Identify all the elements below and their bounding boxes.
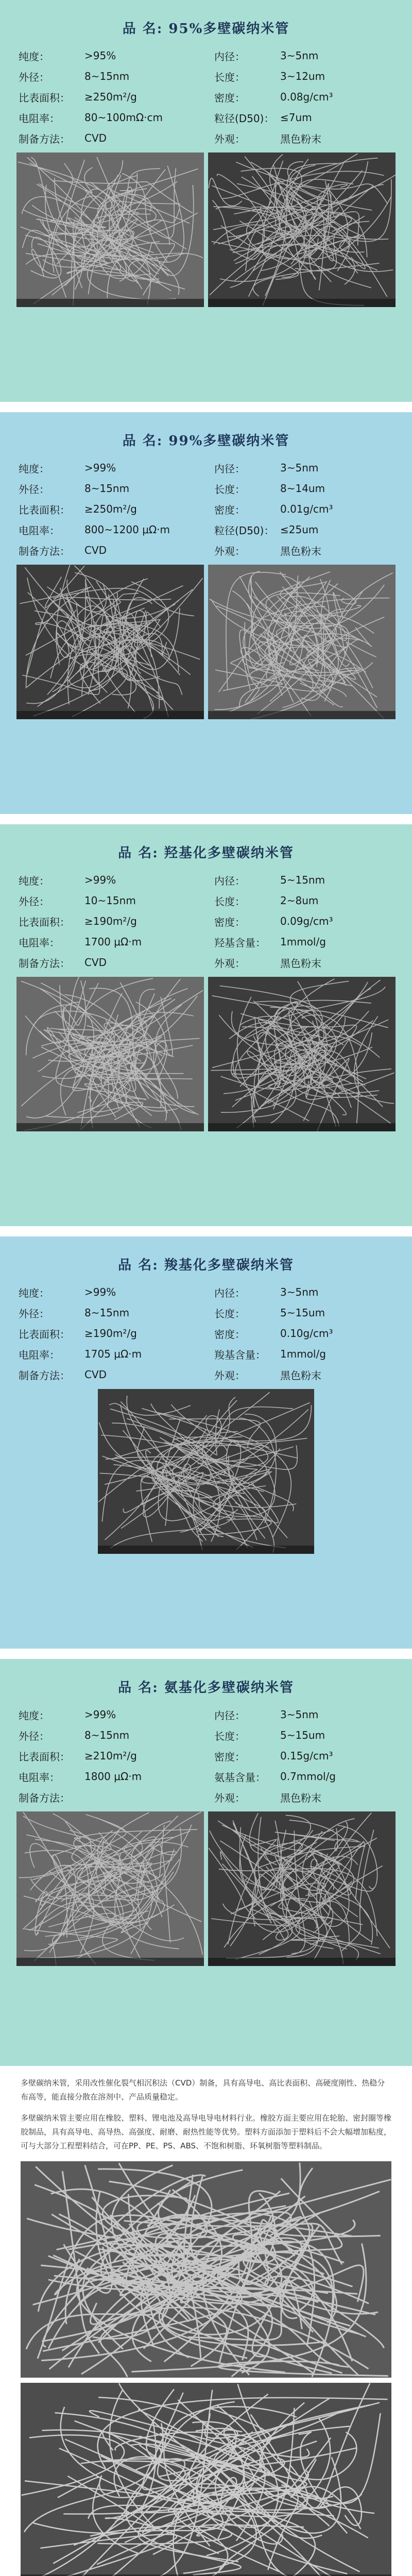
spec-label: 外径： [19, 71, 49, 83]
table-row [16, 457, 396, 478]
spec-label: 外观： [214, 1369, 245, 1382]
spec-value: ≥250m²/g [84, 91, 137, 103]
spec-label: 密度： [214, 503, 245, 516]
table-row [16, 107, 396, 128]
spec-label: 氨基含量： [214, 1771, 266, 1784]
nanotube-texture [21, 2161, 391, 2378]
table-row [16, 911, 396, 931]
spec-value: 3~5nm [280, 1286, 319, 1298]
spec-table [16, 1704, 396, 1807]
sem-image [98, 1389, 314, 1554]
spec-value: ≤25um [280, 523, 319, 536]
table-row [16, 1302, 396, 1323]
spec-label: 长度： [214, 895, 245, 908]
table-row [16, 931, 396, 952]
spec-label: 纯度： [19, 1286, 49, 1299]
sem-image-row [16, 565, 396, 719]
product-title: 品 名: 99%多壁碳纳米管 [122, 433, 290, 449]
spec-label: 内径： [214, 1286, 245, 1299]
spec-label: 粒径(D50)： [214, 524, 274, 537]
spec-value: 8~15nm [84, 1729, 130, 1741]
sem-image [16, 977, 204, 1131]
spec-label: 内径： [214, 874, 245, 887]
spec-label: 比表面积： [19, 916, 70, 928]
sem-image [16, 565, 204, 719]
sem-image-row [16, 1811, 396, 1966]
spec-label: 纯度： [19, 1709, 49, 1722]
spec-label: 内径： [214, 1709, 245, 1722]
spec-label: 外观： [214, 957, 245, 970]
spec-value: 8~14um [280, 482, 325, 495]
spec-value: 0.10g/cm³ [280, 1327, 333, 1340]
product-card [0, 412, 412, 814]
spec-label: 粒径(D50)： [214, 112, 274, 125]
nanotube-texture [208, 977, 396, 1131]
table-row [16, 45, 396, 66]
spec-value: CVD [84, 544, 107, 556]
table-row [16, 128, 396, 148]
table-row [16, 1745, 396, 1766]
spec-value: 3~5nm [280, 1708, 319, 1721]
product-title: 品 名: 羟基化多壁碳纳米管 [118, 845, 294, 861]
spec-value: ≥250m²/g [84, 503, 137, 515]
spec-value: 800~1200 μΩ·m [84, 523, 170, 536]
intro-paragraph-1: 多壁碳纳米管，采用改性催化裂气相沉积法（CVD）制备，具有高导电、高比表面积、高硬度刚性、热稳分布高等，能直接分散在溶剂中、产品质量稳定。 [21, 2078, 385, 2102]
spec-value: 0.08g/cm³ [280, 91, 333, 103]
table-row [16, 478, 396, 499]
spec-label: 制备方法： [19, 957, 70, 970]
spec-label: 内径： [214, 50, 245, 63]
spec-label: 电阻率： [19, 1348, 60, 1361]
spec-value: >99% [84, 874, 116, 886]
table-row [16, 1323, 396, 1344]
spec-label: 密度： [214, 91, 245, 104]
spec-label: 电阻率： [19, 524, 60, 537]
spec-label: 比表面积： [19, 503, 70, 516]
nanotube-texture [98, 1389, 314, 1554]
table-row [16, 1787, 396, 1807]
spec-value: >95% [84, 49, 116, 62]
spec-label: 纯度： [19, 50, 49, 63]
product-title: 品 名: 羧基化多壁碳纳米管 [118, 1258, 294, 1273]
spec-label: 纯度： [19, 462, 49, 475]
sem-image-large-1 [21, 2161, 391, 2378]
sem-image [16, 1811, 204, 1966]
spec-value: 1800 μΩ·m [84, 1770, 142, 1783]
table-row [16, 1704, 396, 1725]
spec-value: CVD [84, 132, 107, 144]
spec-value: >99% [84, 1286, 116, 1298]
spec-label: 比表面积： [19, 1328, 70, 1341]
sem-image-large-2 [21, 2383, 391, 2576]
spec-value: 1700 μΩ·m [84, 936, 142, 948]
sem-image [208, 1811, 396, 1966]
spec-value: 5~15um [280, 1729, 325, 1741]
product-card [0, 824, 412, 1226]
spec-label: 密度： [214, 1328, 245, 1341]
spec-value: ≤7um [280, 111, 312, 124]
product-title: 品 名: 95%多壁碳纳米管 [122, 21, 290, 37]
spec-value: ≥190m²/g [84, 915, 137, 927]
table-row [16, 1725, 396, 1745]
spec-label: 长度： [214, 483, 245, 496]
spec-label: 比表面积： [19, 1750, 70, 1763]
nanotube-texture [208, 565, 396, 719]
spec-label: 纯度： [19, 874, 49, 887]
spec-label: 外观： [214, 545, 245, 557]
spec-label: 外观： [214, 132, 245, 145]
spec-value: 1mmol/g [280, 1348, 326, 1360]
spec-value: 1705 μΩ·m [84, 1348, 142, 1360]
spec-value: CVD [84, 1368, 107, 1381]
product-card [0, 1236, 412, 1649]
spec-label: 长度： [214, 71, 245, 83]
spec-value: 5~15nm [280, 874, 325, 886]
spec-value: 0.15g/cm³ [280, 1750, 333, 1762]
spec-label: 内径： [214, 462, 245, 475]
sem-image [208, 565, 396, 719]
spec-table [16, 45, 396, 148]
table-row [16, 499, 396, 519]
spec-label: 外径： [19, 1307, 49, 1320]
spec-value: 0.09g/cm³ [280, 915, 333, 927]
spec-label: 电阻率： [19, 112, 60, 125]
sem-image [16, 152, 204, 307]
spec-label: 外径： [19, 895, 49, 908]
table-row [16, 870, 396, 890]
sem-image [208, 152, 396, 307]
table-row [16, 1344, 396, 1364]
spec-table [16, 1282, 396, 1385]
nanotube-texture [208, 152, 396, 307]
intro-paragraph-2: 多壁碳纳米管主要应用在橡胶、塑料、锂电池及高导电导电材料行业。橡胶方面主要应用在轮胎、密封圈等橡胶制品，具有高导电、高导热、高强度、耐磨、耐热性能等优势。塑料方面添加于塑料后不会大幅增加粘度，可与大部分工程塑料结合，可在PP、PE、PS、ABS、不饱和树脂、环氧树脂等塑料制品。 [21, 2113, 392, 2150]
spec-label: 外径： [19, 483, 49, 496]
product-card [0, 1659, 412, 2066]
spec-value: 黑色粉末 [280, 957, 321, 970]
table-row [16, 540, 396, 561]
spec-value: 2~8um [280, 894, 319, 907]
spec-value: 3~12um [280, 70, 325, 82]
sem-image [208, 977, 396, 1131]
spec-label: 制备方法： [19, 545, 70, 557]
spec-value [82, 1787, 212, 1807]
spec-label: 制备方法： [19, 132, 70, 145]
spec-label: 外径： [19, 1730, 49, 1742]
table-row [16, 1364, 396, 1385]
spec-label: 羧基含量： [214, 1348, 266, 1361]
spec-value: 1mmol/g [280, 936, 326, 948]
sem-image-row [16, 977, 396, 1131]
spec-value: CVD [84, 956, 107, 969]
spec-value: 0.01g/cm³ [280, 503, 333, 515]
nanotube-texture [16, 977, 204, 1131]
spec-label: 长度： [214, 1307, 245, 1320]
table-row [16, 952, 396, 973]
spec-label: 制备方法： [19, 1791, 70, 1804]
table-row [16, 1766, 396, 1787]
spec-label: 制备方法： [19, 1369, 70, 1382]
spec-value: 黑色粉末 [280, 1369, 321, 1382]
spec-value: 黑色粉末 [280, 132, 321, 145]
spec-table [16, 457, 396, 561]
sem-image-row [16, 1389, 396, 1554]
spec-label: 比表面积： [19, 91, 70, 104]
sem-image-group [21, 2161, 391, 2576]
spec-value: 黑色粉末 [280, 545, 321, 557]
spec-value: 0.7mmol/g [280, 1770, 336, 1783]
nanotube-texture [21, 2383, 391, 2576]
spec-value: ≥190m²/g [84, 1327, 137, 1340]
table-row [16, 66, 396, 87]
spec-label: 长度： [214, 1730, 245, 1742]
product-card [0, 0, 412, 402]
nanotube-texture [208, 1811, 396, 1966]
spec-label: 密度： [214, 1750, 245, 1763]
spec-label: 电阻率： [19, 936, 60, 949]
spec-value: >99% [84, 462, 116, 474]
sem-image-row [16, 152, 396, 307]
spec-value: 80~100mΩ·cm [84, 111, 163, 124]
spec-value: 8~15nm [84, 482, 130, 495]
nanotube-texture [16, 1811, 204, 1966]
table-row [16, 87, 396, 107]
spec-value: 3~5nm [280, 49, 319, 62]
nanotube-texture [16, 565, 204, 719]
spec-label: 电阻率： [19, 1771, 60, 1784]
table-row [16, 519, 396, 540]
table-row [16, 890, 396, 911]
spec-value: 3~5nm [280, 462, 319, 474]
spec-value: 黑色粉末 [280, 1791, 321, 1804]
spec-label: 外观： [214, 1791, 245, 1804]
spec-value: 5~15um [280, 1307, 325, 1319]
spec-table [16, 870, 396, 973]
spec-value: 8~15nm [84, 70, 130, 82]
spec-value: 8~15nm [84, 1307, 130, 1319]
spec-value: ≥210m²/g [84, 1750, 137, 1762]
article-section [0, 2076, 412, 2576]
spec-label: 密度： [214, 916, 245, 928]
nanotube-texture [16, 152, 204, 307]
spec-label: 羟基含量： [214, 936, 266, 949]
spec-value: 10~15nm [84, 894, 136, 907]
spec-value: >99% [84, 1708, 116, 1721]
product-title: 品 名: 氨基化多壁碳纳米管 [118, 1680, 294, 1696]
table-row [16, 1282, 396, 1302]
